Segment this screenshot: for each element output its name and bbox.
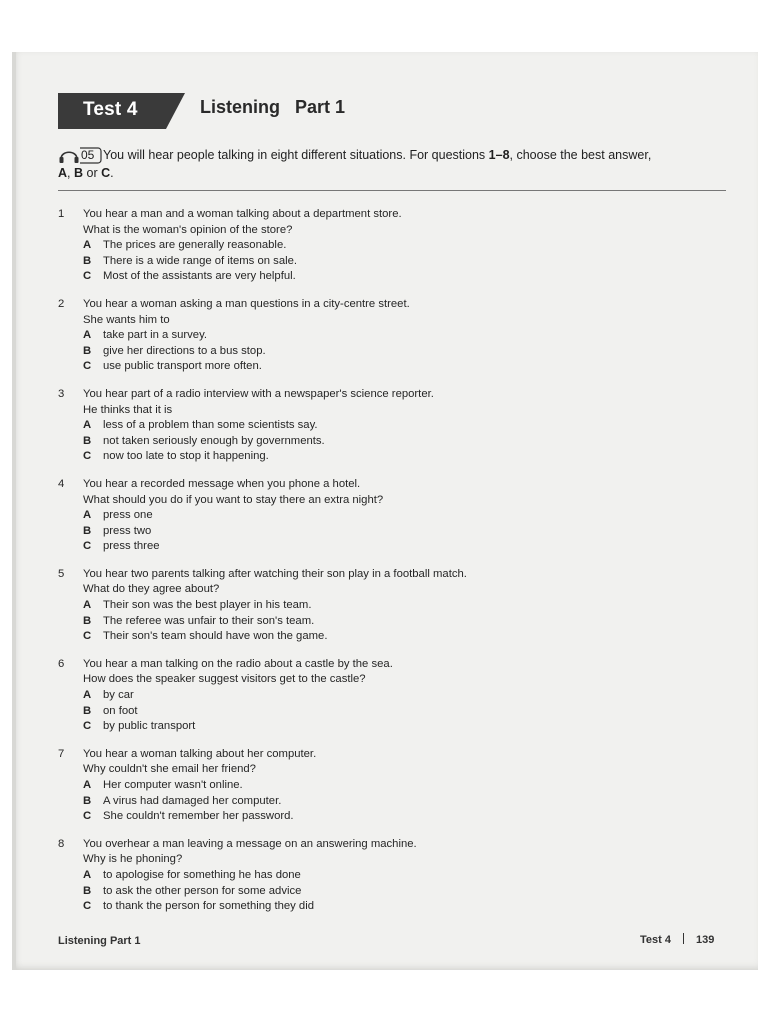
answer-option (83, 778, 618, 794)
option-text: She couldn't remember her password. (103, 810, 294, 823)
question-body (83, 207, 618, 285)
question-prompt: She wants him to (83, 313, 170, 326)
option-letter: A (83, 868, 92, 881)
part-name: Part 1 (295, 97, 346, 117)
option-text: The referee was unfair to their son's team. (103, 614, 315, 627)
question-item (58, 657, 618, 735)
option-letter: C (83, 540, 92, 553)
answer-option (83, 614, 618, 630)
option-text: Most of the assistants are very helpful. (103, 270, 296, 283)
option-letter: A (83, 599, 92, 612)
option-letter: A (83, 239, 92, 252)
option-letter: B (83, 254, 92, 267)
option-text: Their son was the best player in his team. (103, 599, 312, 612)
answer-option (83, 704, 618, 720)
instructions-end: . (110, 166, 114, 180)
test-header-band (58, 93, 185, 129)
option-text: by car (103, 689, 134, 702)
option-text: A virus had damaged her computer. (103, 794, 282, 807)
section-name: Listening (200, 97, 280, 117)
option-text: by public transport (103, 720, 196, 733)
question-prompt: What should you do if you want to stay there an extra night? (83, 493, 384, 506)
option-letter: B (83, 614, 92, 627)
question-situation: You hear two parents talking after watching their son play in a football match. (83, 567, 467, 580)
answer-option (83, 884, 618, 900)
option-letter: C (83, 630, 92, 643)
option-letter: C (83, 360, 92, 373)
footer-separator (683, 933, 684, 944)
question-item (58, 747, 618, 825)
option-letter: A (83, 419, 92, 432)
option-text: Their son's team should have won the game. (103, 630, 328, 643)
option-letter: A (83, 779, 92, 791)
footer-section-label: Listening Part 1 (58, 935, 141, 947)
question-situation: You hear a recorded message when you phone a hotel. (83, 477, 361, 490)
answer-option (83, 629, 618, 645)
option-text: to ask the other person for some advice (103, 884, 302, 897)
footer-page-info (640, 933, 714, 946)
test-label: Test 4 (83, 99, 138, 120)
question-prompt: Why couldn't she email her friend? (83, 763, 256, 776)
question-number: 6 (58, 657, 65, 670)
question-number: 2 (58, 297, 65, 310)
option-text: now too late to stop it happening. (103, 450, 269, 463)
instructions-letter-b: B (73, 166, 84, 180)
option-letter: C (83, 720, 92, 733)
answer-option (83, 899, 618, 915)
question-prompt: He thinks that it is (83, 403, 173, 416)
answer-option (83, 238, 618, 254)
option-letter: B (83, 704, 92, 717)
answer-option (83, 539, 618, 555)
answer-option (83, 688, 618, 704)
question-body (83, 657, 618, 735)
answer-option (83, 868, 618, 884)
question-body (83, 837, 618, 915)
instructions-or: or (83, 166, 102, 180)
question-list (58, 207, 618, 927)
question-situation: You hear part of a radio interview with a newspaper's science reporter. (83, 387, 434, 400)
option-text: press three (103, 540, 160, 553)
instructions-text-after: , choose the best answer, (509, 148, 652, 162)
question-situation: You hear a man and a woman talking about a department store. (83, 208, 402, 220)
option-letter: C (83, 810, 92, 823)
answer-option (83, 359, 618, 375)
answer-option (83, 449, 618, 465)
option-text: to apologise for something he has done (103, 868, 301, 881)
question-situation: You overhear a man leaving a message on an answering machine. (83, 837, 417, 850)
question-number: 7 (58, 747, 65, 760)
option-letter: A (83, 509, 92, 522)
option-letter: C (83, 270, 92, 283)
option-text: press one (103, 509, 153, 522)
option-text: Her computer wasn't online. (103, 779, 243, 791)
option-letter: B (83, 344, 92, 357)
divider-rule (58, 190, 726, 191)
instructions-text-before: You will hear people talking in eight different situations. For questions (103, 148, 489, 162)
instructions-letter-c: C (101, 166, 111, 180)
question-prompt: Why is he phoning? (83, 853, 183, 866)
question-situation: You hear a man talking on the radio about a castle by the sea. (83, 657, 393, 670)
option-letter: C (83, 900, 92, 913)
option-letter: C (83, 450, 92, 463)
answer-option (83, 524, 618, 540)
option-text: press two (103, 524, 152, 537)
option-text: There is a wide range of items on sale. (103, 254, 298, 267)
option-letter: B (83, 884, 92, 897)
option-letter: B (83, 794, 92, 807)
question-number: 4 (58, 477, 65, 490)
question-number: 8 (58, 837, 65, 850)
question-item (58, 297, 618, 375)
question-item (58, 387, 618, 465)
question-item (58, 477, 618, 555)
answer-option (83, 719, 618, 735)
option-letter: B (83, 434, 92, 447)
answer-option (83, 254, 618, 270)
option-text: take part in a survey. (103, 329, 208, 342)
question-body (83, 477, 618, 555)
answer-option (83, 794, 618, 810)
question-body (83, 747, 618, 825)
answer-option (83, 269, 618, 285)
option-text: not taken seriously enough by governments. (103, 434, 325, 447)
option-letter: A (83, 689, 92, 702)
instructions (58, 146, 726, 182)
answer-option (83, 418, 618, 434)
question-situation: You hear a woman talking about her computer. (83, 747, 317, 760)
option-text: less of a problem than some scientists say. (103, 419, 318, 432)
option-text: The prices are generally reasonable. (103, 239, 287, 252)
question-number: 1 (58, 208, 65, 220)
answer-option (83, 809, 618, 825)
page-number: 139 (695, 934, 715, 946)
question-number: 5 (58, 567, 65, 580)
question-body (83, 567, 618, 645)
option-text: use public transport more often. (103, 360, 262, 373)
answer-option (83, 328, 618, 344)
question-prompt: How does the speaker suggest visitors get to the castle? (83, 673, 366, 686)
track-number: 05 (81, 148, 95, 162)
instructions-comma: , (67, 166, 74, 180)
question-item (58, 207, 618, 285)
option-text: on foot (103, 704, 138, 717)
option-letter: A (83, 329, 92, 342)
answer-option (83, 508, 618, 524)
option-text: to thank the person for something they did (103, 900, 315, 913)
answer-option (83, 434, 618, 450)
option-text: give her directions to a bus stop. (103, 344, 266, 357)
question-number: 3 (58, 387, 65, 400)
section-title (200, 97, 345, 118)
question-item (58, 837, 618, 915)
question-prompt: What is the woman's opinion of the store? (83, 223, 293, 236)
page-binding-edge (12, 52, 16, 970)
question-item (58, 567, 618, 645)
instructions-range: 1–8 (488, 148, 510, 162)
footer-test-label: Test 4 (640, 934, 671, 946)
question-prompt: What do they agree about? (83, 583, 220, 596)
option-letter: B (83, 524, 92, 537)
question-body (83, 297, 618, 375)
question-situation: You hear a woman asking a man questions in a city-centre street. (83, 297, 410, 310)
answer-option (83, 344, 618, 360)
answer-option (83, 598, 618, 614)
instructions-letter-a: A (58, 166, 68, 180)
question-body (83, 387, 618, 465)
